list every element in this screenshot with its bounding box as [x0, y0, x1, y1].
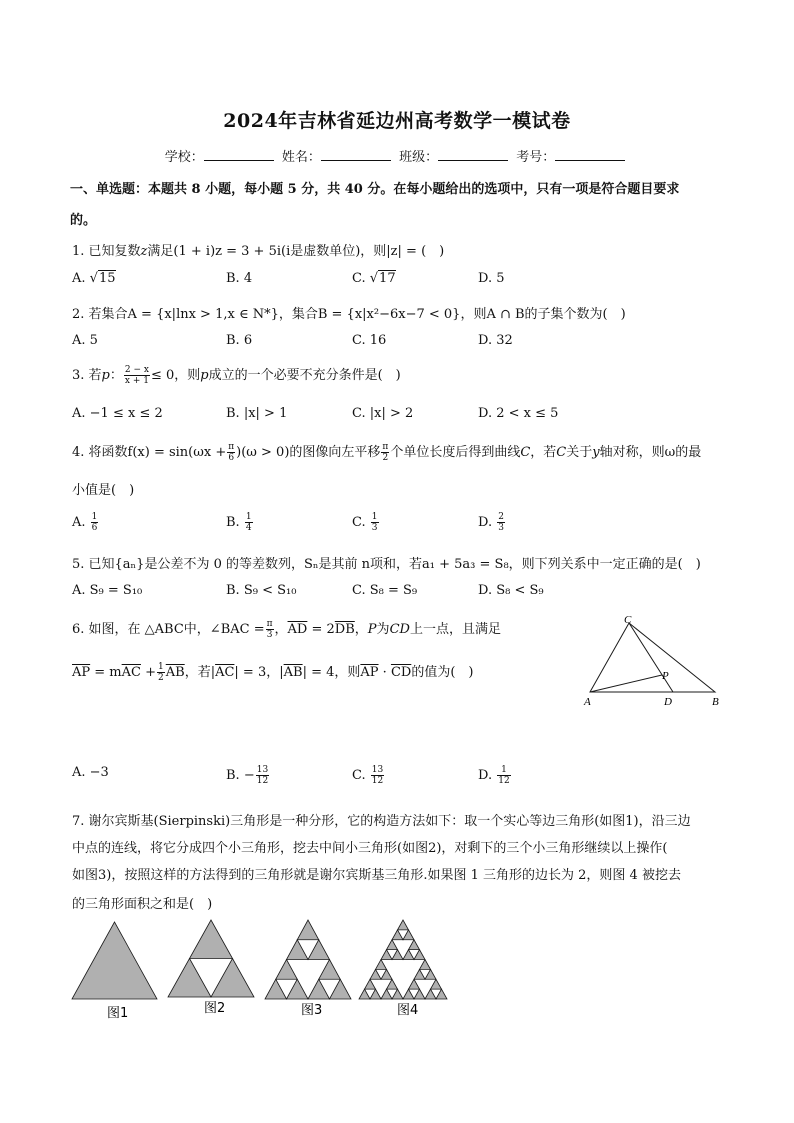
label-d: D — [664, 696, 672, 708]
q5-option-a[interactable]: A. S₉ = S₁₀ — [72, 583, 143, 598]
q5-option-c[interactable]: C. S₈ = S₉ — [352, 583, 418, 598]
label-a: A — [584, 696, 591, 708]
class-blank[interactable] — [438, 148, 508, 161]
question-7-line2: 中点的连线，将它分成四个小三角形，挖去中间小三角形(如图2)，对剩下的三个小三角形继续以上操作( — [72, 841, 668, 856]
exam-no-label: 考号： — [516, 150, 556, 165]
section-heading-cont: 的。 — [70, 213, 97, 228]
q6-option-d[interactable]: D. $\frac{1}{12}$ — [478, 765, 510, 786]
q3-option-c[interactable]: C. |x| > 2 — [352, 406, 414, 421]
question-3: 3. 若p： $\frac{2 - x}{x + 1}$ ≤ 0，则p成立的一个必要不充分条件是( ) — [72, 365, 401, 386]
question-2: 2. 若集合A = {x|lnx > 1,x ∈ N*}，集合B = {x|x²−6x−7 < 0}，则A ∩ B的子集个数为( ) — [72, 307, 626, 322]
q3-option-d[interactable]: D. 2 < x ≤ 5 — [478, 406, 559, 421]
question-6: 6. 如图，在 △ABC中，∠BAC = $\frac{\pi}{3}$ ，$\overline{AD} = 2\overline{DB}$，P为CD上一点，且满足 — [72, 619, 501, 640]
section-heading: 一、单选题：本题共 8 小题，每小题 5 分，共 40 分。在每小题给出的选项中，只有一项是符合题目要求 — [70, 182, 680, 197]
page-title: 2024年吉林省延边州高考数学一模试卷 — [223, 110, 571, 132]
q4-option-a[interactable]: A. $\frac{1}{6}$ — [72, 512, 98, 533]
q5-option-b[interactable]: B. S₉ < S₁₀ — [226, 583, 297, 598]
question-4: 4. 将函数f(x) = sin(ωx + $\frac{\pi}{6}$ )(ω > 0)的图像向左平移 $\frac{\pi}{2}$ 个单位长度后得到曲线C，若C关于y轴对称，则ω的最 — [72, 442, 702, 463]
q3-option-a[interactable]: A. −1 ≤ x ≤ 2 — [72, 406, 163, 421]
label-b: B — [712, 696, 719, 708]
q2-option-a[interactable]: A. 5 — [72, 333, 98, 348]
caption-fig4: 图4 — [397, 1003, 419, 1018]
caption-fig2: 图2 — [204, 1001, 226, 1016]
label-c: C — [624, 614, 632, 626]
sierpinski-figures — [0, 915, 794, 1025]
class-label: 班级： — [399, 150, 439, 165]
caption-fig3: 图3 — [301, 1003, 323, 1018]
q1-option-d[interactable]: D. 5 — [478, 271, 505, 286]
q5-option-d[interactable]: D. S₈ < S₉ — [478, 583, 544, 598]
name-blank[interactable] — [321, 148, 391, 161]
question-7: 7. 谢尔宾斯基(Sierpinski)三角形是一种分形，它的构造方法如下：取一个实心等边三角形(如图1)，沿三边 — [72, 814, 691, 829]
name-label: 姓名： — [281, 150, 321, 165]
sierpinski-figure-1 — [72, 922, 157, 999]
q2-option-b[interactable]: B. 6 — [226, 333, 253, 348]
q6-option-b[interactable]: B. − $\frac{13}{12}$ — [226, 765, 269, 786]
q4-option-d[interactable]: D. $\frac{2}{3}$ — [478, 512, 504, 533]
q1-option-a[interactable]: A. √15 — [72, 271, 116, 286]
student-info-line — [0, 146, 794, 165]
q1-option-b[interactable]: B. 4 — [226, 271, 253, 286]
q4-option-b[interactable]: B. $\frac{1}{4}$ — [226, 512, 252, 533]
q2-option-d[interactable]: D. 32 — [478, 333, 513, 348]
school-blank[interactable] — [204, 148, 274, 161]
q4-option-c[interactable]: C. $\frac{1}{3}$ — [352, 512, 378, 533]
q3-fraction: $\frac{2 - x}{x + 1}$ — [124, 365, 149, 386]
question-7-line3: 如图3)，按照这样的方法得到的三角形就是谢尔宾斯基三角形.如果图 1 三角形的边长为 2，则图 4 被挖去 — [72, 868, 681, 883]
question-4-cont: 小值是( ) — [72, 483, 135, 498]
question-5: 5. 已知{aₙ}是公差不为 0 的等差数列，Sₙ是其前 n项和，若a₁ + 5a₃ = S₈，则下列关系中一定正确的是( ) — [72, 557, 701, 572]
triangle-abc-figure — [578, 612, 728, 712]
question-6-cont: $\overline{AP} = m\overline{AC}$ + $\frac{1}{2}$ $\overline{AB}$，若$|\overline{AC}| = 3$，$|\overline{AB}| = 4$，则$\overline{AP} \cdot \overline{CD}$的值为( ) — [72, 662, 474, 683]
question-1: 1. 已知复数z满足(1 + i)z = 3 + 5i(i是虚数单位)，则|z| = ( ) — [72, 244, 445, 259]
exam-no-blank[interactable] — [555, 148, 625, 161]
school-label: 学校： — [164, 150, 204, 165]
q1-option-c[interactable]: C. √17 — [352, 271, 396, 286]
sierpinski-triangles — [72, 920, 447, 999]
q6-option-a[interactable]: A. −3 — [72, 765, 109, 780]
q2-option-c[interactable]: C. 16 — [352, 333, 387, 348]
label-p: P — [662, 670, 669, 682]
q3-option-b[interactable]: B. |x| > 1 — [226, 406, 288, 421]
caption-fig1: 图1 — [107, 1006, 129, 1021]
q6-option-c[interactable]: C. $\frac{13}{12}$ — [352, 765, 384, 786]
triangle-abc — [590, 623, 715, 692]
segment-ap — [590, 675, 662, 692]
question-7-line4: 的三角形面积之和是( ) — [72, 897, 213, 912]
